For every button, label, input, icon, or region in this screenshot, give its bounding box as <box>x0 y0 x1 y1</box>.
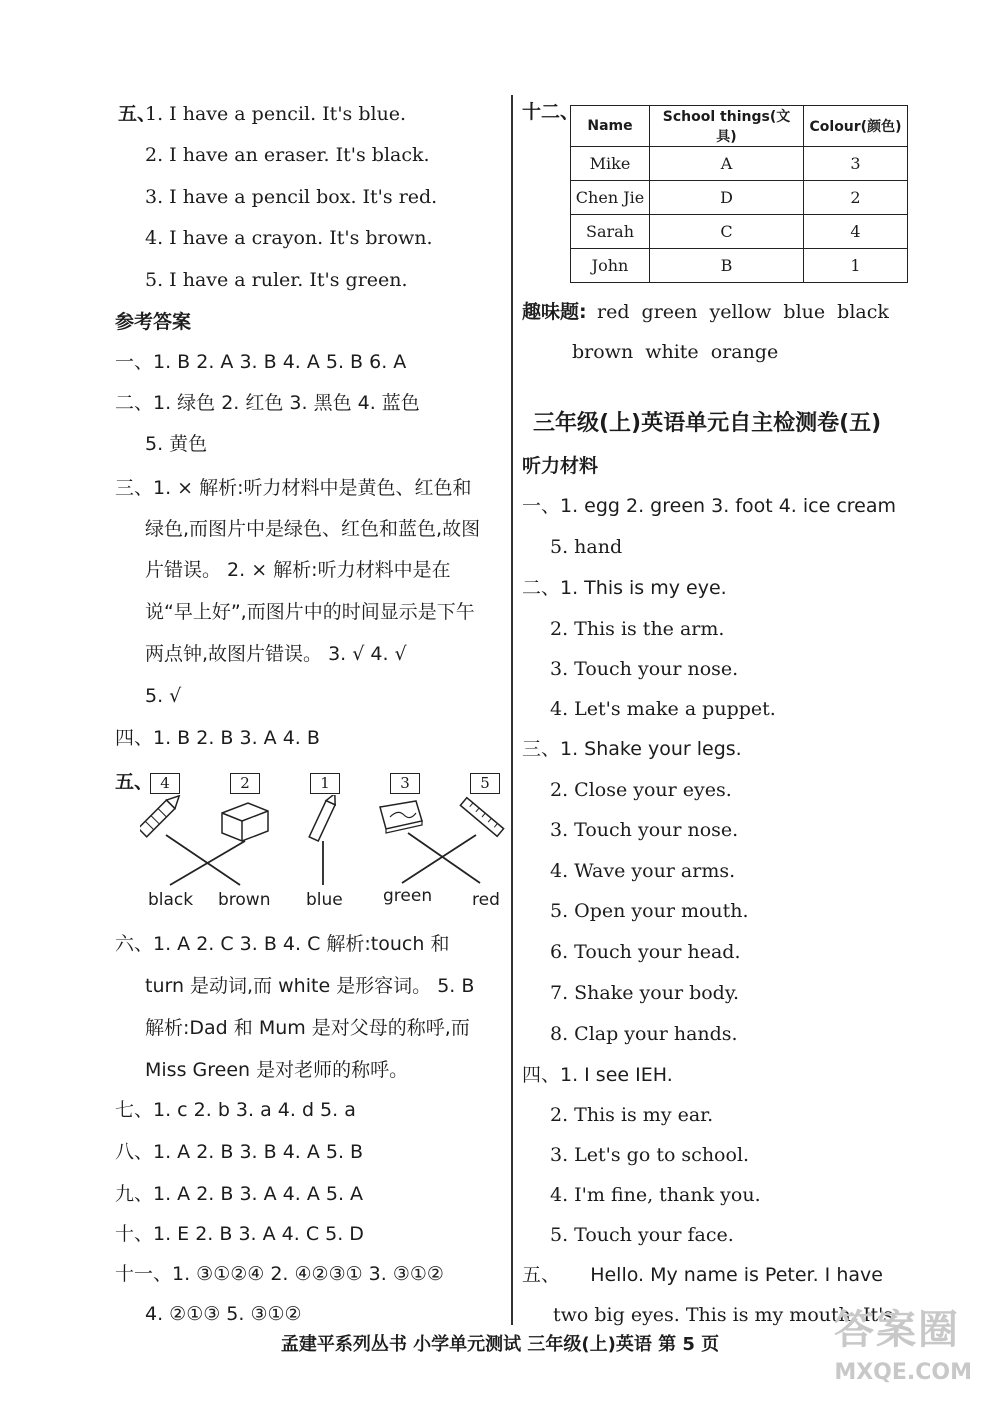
listening-3-line-6: 6. Touch your head. <box>550 941 741 963</box>
table-header-row <box>571 106 908 147</box>
answer-3-line-2: 绿色,而图片中是绿色、红色和蓝色,故图 <box>145 518 481 540</box>
table-cell: 2 <box>804 181 908 215</box>
page-footer: 孟建平系列丛书 小学单元测试 三年级(上)英语 第 5 页 <box>280 1334 720 1355</box>
listening-3-line-1: 三、1. Shake your legs. <box>522 738 742 760</box>
answer-6-line-1: 六、1. A 2. C 3. B 4. C 解析:touch 和 <box>115 933 450 955</box>
match-line <box>402 835 476 883</box>
answer-6-line-3: 解析:Dad 和 Mum 是对父母的称呼,而 <box>145 1017 470 1039</box>
listening-3-line-3: 3. Touch your nose. <box>550 819 739 841</box>
color-label-green: green <box>383 886 433 906</box>
table-cell: A <box>650 147 804 181</box>
table-cell: Chen Jie <box>571 181 650 215</box>
listening-4-line-3: 3. Let's go to school. <box>550 1144 750 1166</box>
table-cell: John <box>571 249 650 283</box>
ruler-icon <box>460 798 503 837</box>
s5-item-1: 1. I have a pencil. It's blue. <box>145 103 407 125</box>
listening-1-cont: 5. hand <box>550 536 623 558</box>
listening-1: 一、1. egg 2. green 3. foot 4. ice cream <box>522 495 896 517</box>
listening-4-line-1: 四、1. I see IEH. <box>522 1064 673 1086</box>
answer-7: 七、1. c 2. b 3. a 4. d 5. a <box>115 1099 356 1121</box>
table-cell: 1 <box>804 249 908 283</box>
column-divider <box>511 95 513 1325</box>
fun-question-line-1: red green yellow blue black <box>597 301 889 323</box>
fun-question-label: 趣味题: <box>522 301 587 323</box>
answer-3-line-5: 两点钟,故图片错误。 3. √ 4. √ <box>145 643 407 665</box>
answer-3-line-4: 说“早上好”,而图片中的时间显示是下午 <box>145 601 475 623</box>
fun-question-line-2: brown white orange <box>572 341 779 363</box>
answer-2-cont: 5. 黄色 <box>145 433 208 455</box>
listening-2-line-4: 4. Let's make a puppet. <box>550 698 776 720</box>
matching-drawing <box>140 795 510 895</box>
unit-test-title: 三年级(上)英语单元自主检测卷(五) <box>533 411 882 436</box>
color-label-brown: brown <box>218 890 271 910</box>
section-12-label: 十二、 <box>522 101 580 123</box>
listening-3-line-4: 4. Wave your arms. <box>550 860 736 882</box>
school-things-table <box>570 105 908 283</box>
eraser-icon <box>222 803 268 841</box>
listening-2-line-3: 3. Touch your nose. <box>550 658 739 680</box>
table-cell: C <box>650 215 804 249</box>
answer-5-label: 五、 <box>115 771 154 793</box>
listening-3-line-7: 7. Shake your body. <box>550 982 740 1004</box>
answer-11-cont: 4. ②①③ 5. ③①② <box>145 1303 302 1325</box>
s5-item-3: 3. I have a pencil box. It's red. <box>145 186 438 208</box>
section-5-label: 五、 <box>118 103 157 125</box>
listening-3-line-8: 8. Clap your hands. <box>550 1023 738 1045</box>
listening-4-line-5: 5. Touch your face. <box>550 1224 734 1246</box>
table-cell: Mike <box>571 147 650 181</box>
listening-4-line-4: 4. I'm fine, thank you. <box>550 1184 761 1206</box>
answers-heading: 参考答案 <box>115 311 192 333</box>
table-cell: Sarah <box>571 215 650 249</box>
match-line <box>166 835 240 885</box>
color-label-red: red <box>472 890 500 910</box>
table-row <box>571 249 908 283</box>
match-number-box: 2 <box>230 773 260 794</box>
answer-3-line-1: 三、1. × 解析:听力材料中是黄色、红色和 <box>115 477 472 499</box>
match-number-box: 5 <box>470 773 500 794</box>
table-cell: 4 <box>804 215 908 249</box>
s5-item-5: 5. I have a ruler. It's green. <box>145 269 408 291</box>
table-row <box>571 215 908 249</box>
watermark-logo: 答案圈 <box>834 1307 960 1353</box>
listening-5-line-1: 五、 Hello. My name is Peter. I have <box>522 1264 883 1286</box>
answer-4: 四、1. B 2. B 3. A 4. B <box>115 727 320 749</box>
answer-6-line-2: turn 是动词,而 white 是形容词。 5. B <box>145 975 475 997</box>
match-line <box>408 833 480 883</box>
watermark-url: MXQE.COM <box>834 1360 972 1385</box>
pencil-box-icon <box>380 801 422 833</box>
answer-1: 一、1. B 2. A 3. B 4. A 5. B 6. A <box>115 351 407 373</box>
table-row <box>571 147 908 181</box>
listening-2-line-1: 二、1. This is my eye. <box>522 577 727 599</box>
watermark <box>780 1290 980 1400</box>
table-header: School things(文具) <box>650 106 804 147</box>
answer-11: 十一、1. ③①②④ 2. ④②③① 3. ③①② <box>115 1263 444 1285</box>
table-cell: D <box>650 181 804 215</box>
table-row <box>571 181 908 215</box>
listening-5-line-2: two big eyes. This is my mouth. It's <box>553 1304 894 1326</box>
answer-9: 九、1. A 2. B 3. A 4. A 5. A <box>115 1183 364 1205</box>
pencil-icon <box>309 795 339 841</box>
answer-10: 十、1. E 2. B 3. A 4. C 5. D <box>115 1223 364 1245</box>
answer-2: 二、1. 绿色 2. 红色 3. 黑色 4. 蓝色 <box>115 392 420 414</box>
color-label-black: black <box>148 890 194 910</box>
listening-3-line-2: 2. Close your eyes. <box>550 779 732 801</box>
table-cell: B <box>650 249 804 283</box>
match-number-box: 4 <box>150 773 180 794</box>
answer-3-line-6: 5. √ <box>145 685 182 707</box>
listening-3-line-5: 5. Open your mouth. <box>550 900 749 922</box>
answer-8: 八、1. A 2. B 3. B 4. A 5. B <box>115 1141 364 1163</box>
match-line <box>170 841 245 885</box>
s5-item-4: 4. I have a crayon. It's brown. <box>145 227 433 249</box>
match-number-box: 1 <box>310 773 340 794</box>
crayon-icon <box>140 795 183 837</box>
table-header: Name <box>571 106 650 147</box>
table-header: Colour(颜色) <box>804 106 908 147</box>
listening-2-line-2: 2. This is the arm. <box>550 618 725 640</box>
match-number-box: 3 <box>390 773 420 794</box>
answer-3-line-3: 片错误。 2. × 解析:听力材料中是在 <box>145 559 451 581</box>
listening-4-line-2: 2. This is my ear. <box>550 1104 714 1126</box>
table-cell: 3 <box>804 147 908 181</box>
listening-heading: 听力材料 <box>522 455 599 477</box>
answer-6-line-4: Miss Green 是对老师的称呼。 <box>145 1059 409 1081</box>
s5-item-2: 2. I have an eraser. It's black. <box>145 144 430 166</box>
color-label-blue: blue <box>306 890 343 910</box>
